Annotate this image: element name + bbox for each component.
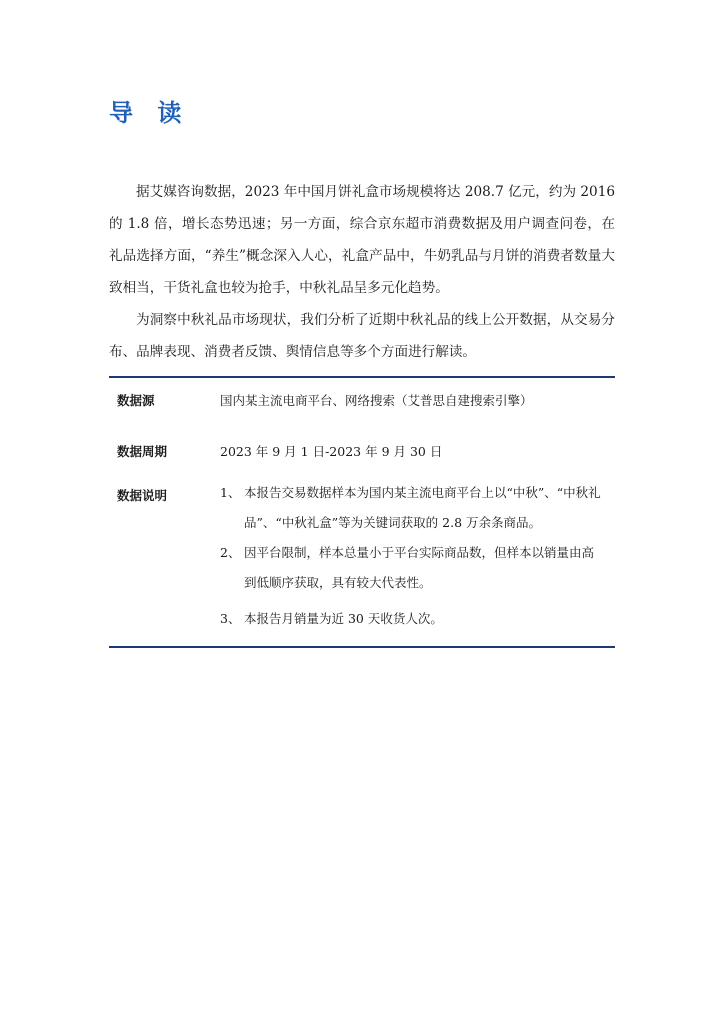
note-item-1	[220, 478, 605, 538]
page-title: 导 读	[109, 99, 190, 127]
note-item-2	[220, 538, 605, 598]
note-text: 本报告月销量为近 30 天收货人次。	[244, 611, 443, 626]
data-notes-list	[220, 478, 605, 634]
note-item-3	[220, 604, 605, 634]
note-number: 1、	[220, 485, 241, 500]
intro-paragraph-2: 为洞察中秋礼品市场现状，我们分析了近期中秋礼品的线上公开数据，从交易分布、品牌表现、消费者反馈、舆情信息等多个方面进行解读。	[109, 312, 615, 360]
data-notes-label: 数据说明	[117, 488, 168, 503]
note-text: 本报告交易数据样本为国内某主流电商平台上以“中秋”、“中秋礼品”、“中秋礼盒”等为关键词获取的 2.8 万余条商品。	[244, 485, 601, 530]
note-number: 3、	[220, 611, 241, 626]
data-info-table	[109, 376, 615, 648]
data-source-label: 数据源	[117, 393, 155, 408]
data-source-value: 国内某主流电商平台、网络搜索（艾普思自建搜索引擎）	[220, 393, 533, 408]
intro-paragraph-1: 据艾媒咨询数据，2023 年中国月饼礼盒市场规模将达 208.7 亿元，约为 2016 的 1.8 倍，增长态势迅速；另一方面，综合京东超市消费数据及用户调查问卷，在礼品选择方面，“养生”概念深入人心，礼盒产品中，牛奶乳品与月饼的消费者数量大致相当，干货礼盒也较为抢手，中秋礼品呈多元化趋势。	[109, 184, 615, 296]
note-number: 2、	[220, 545, 241, 560]
data-period-value: 2023 年 9 月 1 日-2023 年 9 月 30 日	[220, 444, 443, 459]
data-period-label: 数据周期	[117, 444, 168, 459]
note-text: 因平台限制，样本总量小于平台实际商品数，但样本以销量由高到低顺序获取，具有较大代表性。	[244, 545, 595, 590]
